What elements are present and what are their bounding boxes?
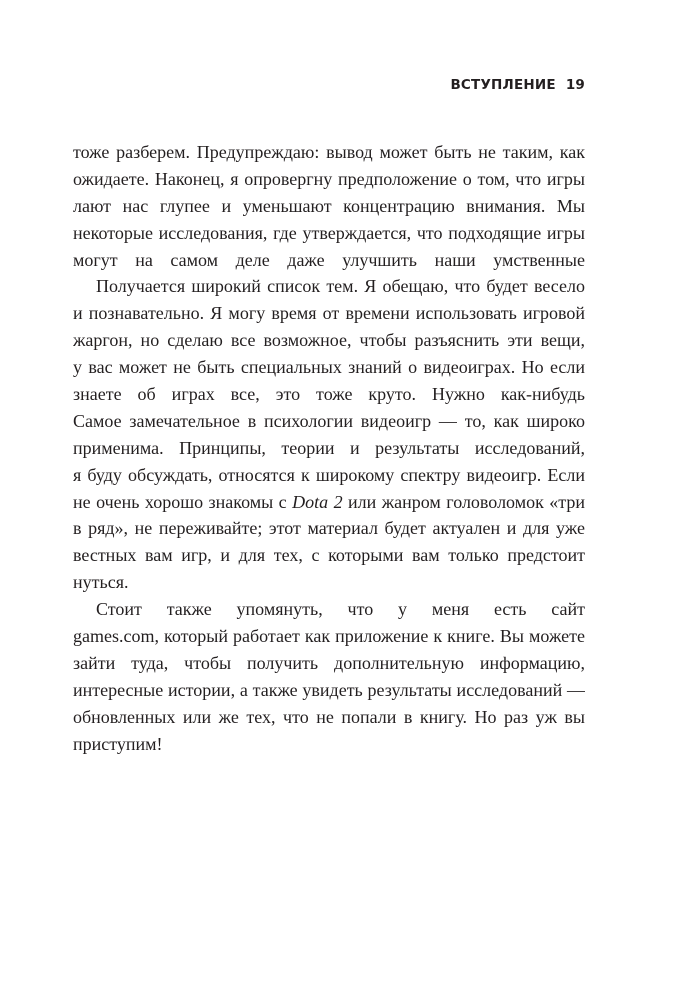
text-line-with-title [73,489,585,516]
text-line: в ряд», не переживайте; этот материал будет актуален и для уже [73,518,585,539]
text-line: у вас может не быть специальных знаний о видеоиграх. Но если [73,357,585,378]
running-head [450,77,585,93]
text-line: нуться. [73,572,129,593]
text-line: Стоит также упомянуть, что у меня есть сайт [96,599,585,620]
text-line: games.com, который работает как приложение к книге. Вы можете [73,626,585,647]
game-title: Dota 2 [292,491,343,512]
text-line: вестных вам игр, и для тех, с которыми вам только предстоит [73,545,585,566]
text-line: интересные истории, а также увидеть результаты исследований — [73,679,585,700]
text-line: ожидаете. Наконец, я опровергну предположение о том, что игры [73,168,585,189]
page-number: 19 [565,77,585,93]
text-line: Получается широкий список тем. Я обещаю, что будет весело [96,276,585,297]
text-line: зайти туда, чтобы получить дополнительную информацию, [73,652,585,673]
text-fragment: или жанром головоломок [342,491,550,512]
text-line: некоторые исследования, где утверждается, что подходящие игры [73,222,585,243]
text-line: Самое замечательное в психологии видеоигр — то, как широко [73,410,585,431]
text-fragment: «три [549,491,585,512]
section-title: ВСТУПЛЕНИЕ [450,77,556,93]
text-line: и познавательно. Я могу время от времени использовать игровой [73,303,585,324]
text-line: применима. Принципы, теории и результаты исследований, [73,437,585,458]
text-line: тоже разберем. Предупреждаю: вывод может быть не таким, как [73,142,585,162]
text-line: я буду обсуждать, относятся к широкому спектру видеоигр. Если [73,464,585,485]
body-text [73,139,585,757]
text-line: знаете об играх все, это тоже круто. Нужно как-нибудь [73,384,585,405]
text-line: обновленных или же тех, что не попали в книгу. Но раз уж вы [73,706,585,727]
text-line: приступим! [73,733,163,754]
text-line: могут на самом деле даже улучшить наши умственные [73,249,585,270]
text-line: лают нас глупее и уменьшают концентрацию внимания. Мы [73,195,585,216]
text-line: жаргон, но сделаю все возможное, чтобы разъяснить эти вещи, [73,330,585,351]
text-fragment: не очень хорошо знакомы с [73,491,293,512]
